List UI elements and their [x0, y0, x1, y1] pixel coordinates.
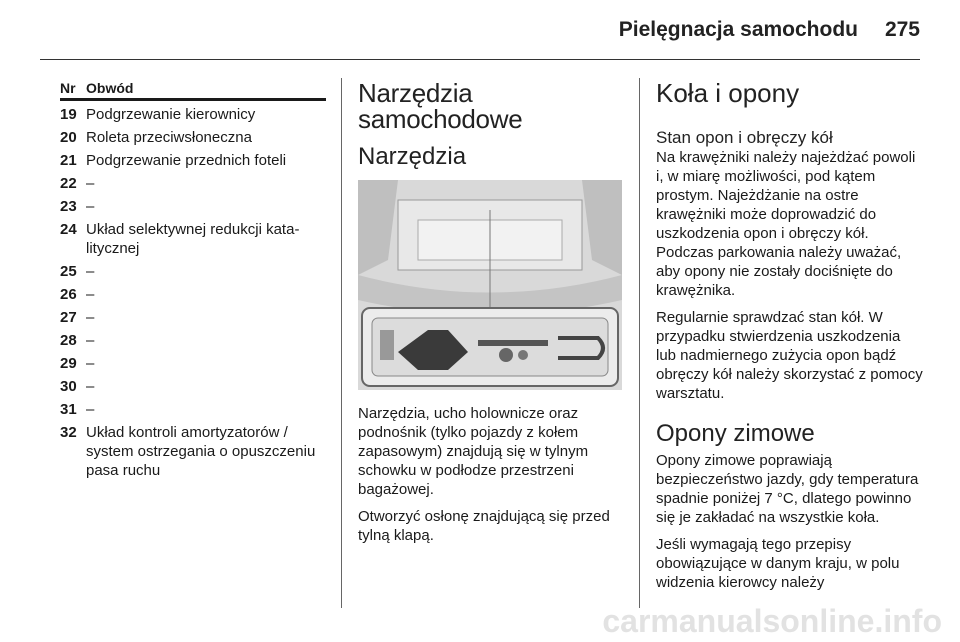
table-row — [60, 128, 326, 147]
page-header — [0, 0, 960, 62]
section-heading-wheels: Koła i opony — [656, 78, 800, 108]
fuse-number: 21 — [60, 152, 77, 169]
circuit-name: Roleta przeciwsłoneczna — [86, 129, 252, 146]
circuit-name: – — [86, 309, 95, 326]
circuit-name: – — [86, 332, 95, 349]
fuse-number: 28 — [60, 332, 77, 349]
fuse-number: 26 — [60, 286, 77, 303]
winter-paragraph-1: Opony zimowe poprawiają bezpieczeństwo jazdy, gdy temperatura spadnie poniżej 7 °C, dlatego powinno się je zakładać na wszystkie koła. — [656, 452, 919, 526]
table-row — [60, 285, 326, 304]
table-row — [60, 197, 326, 216]
watermark: carmanualsonline.info — [602, 603, 942, 639]
column-header-circuit: Obwód — [86, 80, 134, 96]
fuse-number: 32 — [60, 424, 77, 441]
table-row — [60, 423, 326, 480]
column-header-nr: Nr — [60, 80, 76, 96]
table-row — [60, 400, 326, 419]
fuse-number: 29 — [60, 355, 77, 372]
table-header-rule — [60, 98, 326, 101]
table-row — [60, 354, 326, 373]
wheels-section — [656, 80, 924, 600]
fuse-number: 19 — [60, 106, 77, 123]
circuit-name: – — [86, 198, 95, 215]
circuit-name: Układ selektywnej redukcji katalitycznej — [86, 221, 300, 257]
wheels-paragraph-1: Na krawężniki należy najeżdżać powoli i, w miarę możliwości, pod kątem prostym. Najeżdżanie na ostre krawężniki może doprowadzić do uszkodzenia opon i obręczy kół. Podczas parkowania należy uważać, aby opony nie zostały dociśnięte do krawężnika. — [656, 149, 916, 299]
circuit-name: – — [86, 175, 95, 192]
tools-section — [358, 80, 624, 553]
column-divider-1 — [341, 78, 342, 608]
subheading-winter-tyres: Opony zimowe — [656, 420, 815, 447]
fuse-number: 25 — [60, 263, 77, 280]
fuse-number: 20 — [60, 129, 77, 146]
wheels-paragraph-2: Regularnie sprawdzać stan kół. W przypadku stwierdzenia uszkodzenia lub nadmiernego zużycia opon bądź obręczy kół należy skorzystać z pomocy warsztatu. — [656, 309, 923, 402]
fuse-number: 31 — [60, 401, 77, 418]
tools-paragraph-1: Narzędzia, ucho holownicze oraz podnośnik (tylko pojazdy z kołem zapasowym) znajdują się w tylnym schowku w podłodze przestrzeni bagażowej. — [358, 405, 589, 498]
subheading-tyre-condition: Stan opon i obręczy kół — [656, 128, 833, 147]
trunk-tools-svg — [358, 180, 622, 390]
table-row — [60, 105, 326, 124]
section-heading-tools: Narzędzia samochodowe — [358, 78, 523, 134]
winter-paragraph-2: Jeśli wymagają tego przepisy obowiązujące w danym kraju, w polu widzenia kierowcy należy — [656, 536, 900, 591]
table-header — [60, 80, 326, 97]
page-number: 275 — [884, 18, 920, 41]
subheading-tools: Narzędzia — [358, 143, 467, 170]
table-row — [60, 308, 326, 327]
page-title: Pielęgnacja samochodu — [618, 18, 858, 41]
table-row — [60, 331, 326, 350]
circuit-name: – — [86, 378, 95, 395]
tools-paragraph-2: Otworzyć osłonę znajdującą się przed tylną klapą. — [358, 508, 610, 544]
circuit-name: Układ kontroli amortyzatorów / system ostrzegania o opuszczeniu pasa ruchu — [86, 424, 316, 479]
table-row — [60, 220, 326, 258]
column-divider-2 — [639, 78, 640, 608]
fuse-number: 30 — [60, 378, 77, 395]
table-row — [60, 151, 326, 170]
fuse-number: 24 — [60, 221, 77, 238]
circuit-name: Podgrzewanie przednich foteli — [86, 152, 287, 169]
circuit-name: – — [86, 401, 95, 418]
circuit-name: – — [86, 263, 95, 280]
fuse-number: 22 — [60, 175, 77, 192]
fuse-table — [60, 80, 326, 484]
table-row — [60, 262, 326, 281]
circuit-name: – — [86, 286, 95, 303]
table-row — [60, 377, 326, 396]
table-row — [60, 174, 326, 193]
fuse-number: 27 — [60, 309, 77, 326]
fuse-number: 23 — [60, 198, 77, 215]
table-body — [60, 105, 326, 480]
header-rule — [40, 59, 920, 60]
circuit-name: – — [86, 355, 95, 372]
trunk-tools-illustration — [358, 180, 622, 390]
circuit-name: Podgrzewanie kierownicy — [86, 106, 256, 123]
